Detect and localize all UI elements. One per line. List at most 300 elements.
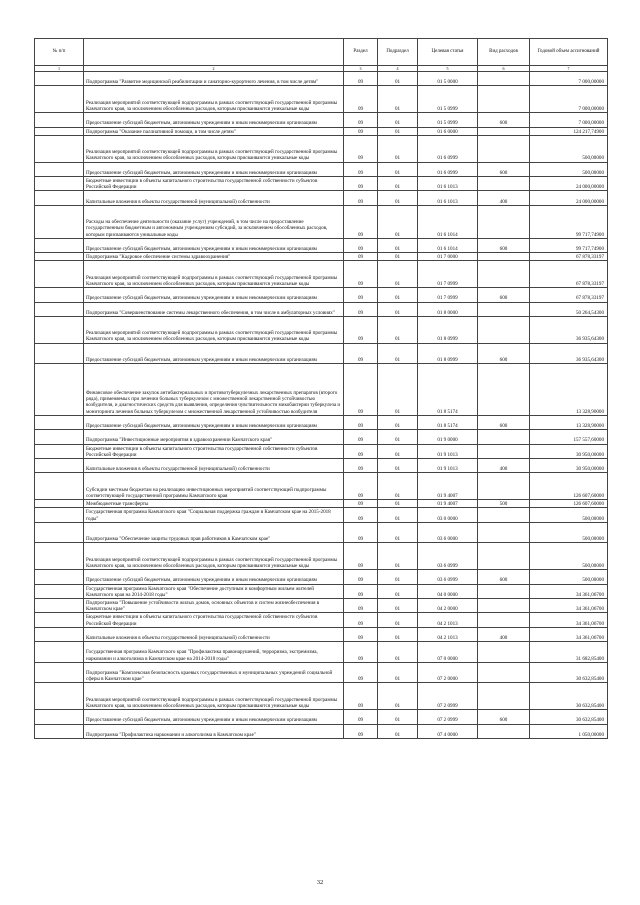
podrazdel-cell: 01 <box>378 724 418 738</box>
expense-type-cell <box>478 86 530 113</box>
description-cell: Межбюджетные трансферты <box>84 500 344 508</box>
budget-table <box>34 38 608 739</box>
expense-type-cell: 600 <box>478 162 530 176</box>
amount-cell: 30 950,00000 <box>530 459 608 473</box>
expense-type-cell <box>478 444 530 458</box>
target-article-cell: 01 6 1013 <box>418 176 478 190</box>
podrazdel-cell: 01 <box>378 683 418 710</box>
razdel-cell: 09 <box>344 253 378 261</box>
header-annual-amount: Годовой объем ассигнований <box>530 39 608 66</box>
index-cell <box>35 627 84 641</box>
target-article-cell: 01 6 1013 <box>418 191 478 205</box>
podrazdel-cell: 01 <box>378 191 418 205</box>
index-cell <box>35 584 84 598</box>
table-row <box>35 176 608 190</box>
amount-cell: 126 607,60000 <box>530 500 608 508</box>
podrazdel-cell: 01 <box>378 459 418 473</box>
target-article-cell: 01 7 0999 <box>418 261 478 288</box>
podrazdel-cell: 01 <box>378 662 418 683</box>
target-article-cell: 01 9 1013 <box>418 444 478 458</box>
razdel-cell: 09 <box>344 86 378 113</box>
header-razdel: Раздел <box>344 39 378 66</box>
amount-cell: 99 717,74900 <box>530 238 608 252</box>
expense-type-cell: 400 <box>478 459 530 473</box>
description-cell: Бюджетные инвестиции в объекты капитального строительства государственной собственности субъектов Российской Федерации <box>84 444 344 458</box>
target-article-cell: 01 8 5174 <box>418 415 478 429</box>
expense-type-cell: 600 <box>478 710 530 724</box>
description-cell: Государственная программа Камчатского края "Профилактика правонарушений, терроризма, экстремизма, наркомании и алкоголизма в Камчатском крае на 2014-2018 годы" <box>84 642 344 663</box>
header-description <box>84 39 344 66</box>
header-row <box>35 39 608 66</box>
description-cell: Реализация мероприятий соответствующей подпрограммы в рамках соответствующей государственной программы Камчатского края, за исключением обособленных расходов, которым присваиваются уникальные коды <box>84 261 344 288</box>
podrazdel-cell: 01 <box>378 430 418 444</box>
index-cell <box>35 302 84 316</box>
index-cell <box>35 444 84 458</box>
amount-cell: 67 878,33197 <box>530 261 608 288</box>
expense-type-cell <box>478 135 530 162</box>
podrazdel-cell: 01 <box>378 522 418 543</box>
expense-type-cell: 400 <box>478 627 530 641</box>
amount-cell: 500,00000 <box>530 522 608 543</box>
description-cell: Капитальные вложения в объекты государственной (муниципальной) собственности <box>84 627 344 641</box>
index-cell <box>35 613 84 627</box>
podrazdel-cell: 01 <box>378 500 418 508</box>
header-index: № п/п <box>35 39 84 66</box>
index-cell <box>35 176 84 190</box>
description-cell: Предоставление субсидий бюджетным, автономным учреждениям и иным некоммерческим организациям <box>84 570 344 584</box>
expense-type-cell <box>478 176 530 190</box>
amount-cell: 36 935,64300 <box>530 343 608 364</box>
amount-cell: 126 607,60000 <box>530 473 608 500</box>
expense-type-cell <box>478 364 530 416</box>
podrazdel-cell: 01 <box>378 508 418 522</box>
podrazdel-cell: 01 <box>378 205 418 238</box>
table-row <box>35 459 608 473</box>
index-cell <box>35 710 84 724</box>
target-article-cell: 01 6 1014 <box>418 205 478 238</box>
razdel-cell: 09 <box>344 584 378 598</box>
table-row <box>35 113 608 127</box>
target-article-cell: 07 2 0999 <box>418 710 478 724</box>
podrazdel-cell: 01 <box>378 343 418 364</box>
index-cell <box>35 135 84 162</box>
razdel-cell: 09 <box>344 500 378 508</box>
podrazdel-cell: 01 <box>378 302 418 316</box>
razdel-cell: 09 <box>344 473 378 500</box>
description-cell: Бюджетные инвестиции в объекты капитального строительства государственной собственности субъектов Российской Федерации <box>84 176 344 190</box>
razdel-cell: 09 <box>344 598 378 612</box>
description-cell: Предоставление субсидий бюджетным, автономным учреждениям и иным некоммерческим организациям <box>84 113 344 127</box>
razdel-cell: 09 <box>344 415 378 429</box>
amount-cell: 34 361,06700 <box>530 627 608 641</box>
index-cell <box>35 598 84 612</box>
expense-type-cell <box>478 662 530 683</box>
target-article-cell: 01 6 0999 <box>418 135 478 162</box>
col-number: 2 <box>84 66 344 72</box>
target-article-cell: 01 8 0999 <box>418 343 478 364</box>
amount-cell: 34 361,06700 <box>530 584 608 598</box>
index-cell <box>35 473 84 500</box>
razdel-cell: 09 <box>344 72 378 86</box>
podrazdel-cell: 01 <box>378 176 418 190</box>
amount-cell: 157 557,60000 <box>530 430 608 444</box>
description-cell: Подпрограмма "Комплексная безопасность краевых государственных и муниципальных учреждений социальной сферы в Камчатском крае" <box>84 662 344 683</box>
table-row <box>35 444 608 458</box>
index-cell <box>35 543 84 570</box>
podrazdel-cell: 01 <box>378 364 418 416</box>
target-article-cell: 01 5 0999 <box>418 86 478 113</box>
table-row <box>35 316 608 343</box>
table-row <box>35 343 608 364</box>
amount-cell: 1 050,00000 <box>530 724 608 738</box>
description-cell: Предоставление субсидий бюджетным, автономным учреждениям и иным некоммерческим организациям <box>84 343 344 364</box>
razdel-cell: 09 <box>344 364 378 416</box>
amount-cell: 36 935,64300 <box>530 316 608 343</box>
description-cell: Субсидии местным бюджетам на реализацию инвестиционных мероприятий соответствующей подпрограммы соответствующей государственной программы Камчатского края <box>84 473 344 500</box>
razdel-cell: 09 <box>344 710 378 724</box>
index-cell <box>35 500 84 508</box>
table-row <box>35 710 608 724</box>
index-cell <box>35 642 84 663</box>
header-podrazdel: Подраздел <box>378 39 418 66</box>
target-article-cell: 04 2 1013 <box>418 627 478 641</box>
podrazdel-cell: 01 <box>378 72 418 86</box>
target-article-cell: 01 6 0000 <box>418 127 478 135</box>
col-number: 4 <box>378 66 418 72</box>
expense-type-cell: 600 <box>478 415 530 429</box>
index-cell <box>35 288 84 302</box>
description-cell: Предоставление субсидий бюджетным, автономным учреждениям и иным некоммерческим организациям <box>84 162 344 176</box>
description-cell: Предоставление субсидий бюджетным, автономным учреждениям и иным некоммерческим организациям <box>84 238 344 252</box>
razdel-cell: 09 <box>344 627 378 641</box>
index-cell <box>35 459 84 473</box>
podrazdel-cell: 01 <box>378 710 418 724</box>
expense-type-cell: 600 <box>478 570 530 584</box>
amount-cell: 500,00000 <box>530 543 608 570</box>
amount-cell: 7 000,00000 <box>530 113 608 127</box>
description-cell: Предоставление субсидий бюджетным, автономным учреждениям и иным некоммерческим организациям <box>84 415 344 429</box>
header-expense-type: Вид расходов <box>478 39 530 66</box>
target-article-cell: 01 6 0999 <box>418 162 478 176</box>
amount-cell: 13 328,90000 <box>530 364 608 416</box>
index-cell <box>35 113 84 127</box>
description-cell: Предоставление субсидий бюджетным, автономным учреждениям и иным некоммерческим организациям <box>84 710 344 724</box>
index-cell <box>35 191 84 205</box>
table-row <box>35 683 608 710</box>
table-row <box>35 473 608 500</box>
target-article-cell: 01 6 1014 <box>418 238 478 252</box>
amount-cell: 34 361,06700 <box>530 598 608 612</box>
razdel-cell: 09 <box>344 642 378 663</box>
target-article-cell: 07 4 0000 <box>418 724 478 738</box>
description-cell: Финансовое обеспечение закупок антибактериальных и противотуберкулезных лекарственных препаратов (второго ряда), применяемых при лечении больных туберкулезом с множественной лекарственной устойчивостью возбудителя, и диагностических средств для выявления, определения чувствительности микобактерии туберкулеза и мониторинга лечения больных туберкулезом с множественной лекарственной устойчивостью возбудителя <box>84 364 344 416</box>
razdel-cell: 09 <box>344 113 378 127</box>
amount-cell: 500,00000 <box>530 135 608 162</box>
target-article-cell: 01 9 4007 <box>418 473 478 500</box>
target-article-cell: 01 8 5174 <box>418 364 478 416</box>
expense-type-cell: 600 <box>478 113 530 127</box>
page-number: 32 <box>316 879 324 886</box>
amount-cell: 67 878,33197 <box>530 288 608 302</box>
description-cell: Капитальные вложения в объекты государственной (муниципальной) собственности <box>84 191 344 205</box>
razdel-cell: 09 <box>344 135 378 162</box>
expense-type-cell: 400 <box>478 191 530 205</box>
expense-type-cell <box>478 72 530 86</box>
index-cell <box>35 508 84 522</box>
table-row <box>35 430 608 444</box>
table-row <box>35 415 608 429</box>
expense-type-cell <box>478 261 530 288</box>
amount-cell: 30 632,85400 <box>530 710 608 724</box>
razdel-cell: 09 <box>344 508 378 522</box>
document-sheet <box>34 38 607 739</box>
description-cell: Подпрограмма "Инвестиционные мероприятия в здравоохранении Камчатского края" <box>84 430 344 444</box>
table-row <box>35 302 608 316</box>
target-article-cell: 04 0 0000 <box>418 584 478 598</box>
target-article-cell: 01 8 0000 <box>418 302 478 316</box>
description-cell: Реализация мероприятий соответствующей подпрограммы в рамках соответствующей государственной программы Камчатского края, за исключением обособленных расходов, которым присваиваются уникальные коды <box>84 316 344 343</box>
target-article-cell: 01 9 0000 <box>418 430 478 444</box>
podrazdel-cell: 01 <box>378 162 418 176</box>
target-article-cell: 04 2 0000 <box>418 598 478 612</box>
expense-type-cell <box>478 683 530 710</box>
amount-cell: 7 000,00000 <box>530 72 608 86</box>
podrazdel-cell: 01 <box>378 642 418 663</box>
table-row <box>35 86 608 113</box>
description-cell: Подпрограмма "Профилактика наркомании и алкоголизма в Камчатском крае" <box>84 724 344 738</box>
expense-type-cell <box>478 613 530 627</box>
index-cell <box>35 205 84 238</box>
table-body <box>35 72 608 739</box>
razdel-cell: 09 <box>344 288 378 302</box>
amount-cell: 24 000,00000 <box>530 191 608 205</box>
table-row <box>35 570 608 584</box>
target-article-cell: 03 0 0000 <box>418 508 478 522</box>
target-article-cell: 01 7 0999 <box>418 288 478 302</box>
podrazdel-cell: 01 <box>378 543 418 570</box>
table-row <box>35 724 608 738</box>
target-article-cell: 03 6 0000 <box>418 522 478 543</box>
table-row <box>35 238 608 252</box>
expense-type-cell <box>478 598 530 612</box>
podrazdel-cell: 01 <box>378 570 418 584</box>
description-cell: Государственная программа Камчатского края "Обеспечение доступным и комфортным жильем жителей Камчатского края на 2014-2018 годы" <box>84 584 344 598</box>
index-cell <box>35 127 84 135</box>
razdel-cell: 09 <box>344 162 378 176</box>
index-cell <box>35 570 84 584</box>
podrazdel-cell: 01 <box>378 238 418 252</box>
razdel-cell: 09 <box>344 683 378 710</box>
expense-type-cell <box>478 205 530 238</box>
expense-type-cell: 600 <box>478 288 530 302</box>
table-row <box>35 191 608 205</box>
table-row <box>35 584 608 598</box>
index-cell <box>35 430 84 444</box>
table-row <box>35 205 608 238</box>
target-article-cell: 01 9 1013 <box>418 459 478 473</box>
table-row <box>35 253 608 261</box>
index-cell <box>35 261 84 288</box>
target-article-cell: 07 0 0000 <box>418 642 478 663</box>
podrazdel-cell: 01 <box>378 135 418 162</box>
col-number: 7 <box>530 66 608 72</box>
header-target-article: Целевая статья <box>418 39 478 66</box>
target-article-cell: 03 6 0999 <box>418 570 478 584</box>
target-article-cell: 07 2 0999 <box>418 683 478 710</box>
table-row <box>35 288 608 302</box>
description-cell: Расходы на обеспечение деятельности (оказание услуг) учреждений, в том числе на предоставление государственным бюджетным и автономным учреждениям субсидий, за исключением обособленных расходов, которым присваиваются уникальные коды <box>84 205 344 238</box>
description-cell: Подпрограмма "Оказание паллиативной помощи, в том числе детям" <box>84 127 344 135</box>
table-row <box>35 627 608 641</box>
description-cell: Реализация мероприятий соответствующей подпрограммы в рамках соответствующей государственной программы Камчатского края, за исключением обособленных расходов, которым присваиваются уникальные коды <box>84 543 344 570</box>
expense-type-cell: 600 <box>478 238 530 252</box>
razdel-cell: 09 <box>344 444 378 458</box>
amount-cell: 30 632,85400 <box>530 683 608 710</box>
target-article-cell: 01 5 0000 <box>418 72 478 86</box>
table-row <box>35 508 608 522</box>
description-cell: Реализация мероприятий соответствующей подпрограммы в рамках соответствующей государственной программы Камчатского края, за исключением обособленных расходов, которым присваиваются уникальные коды <box>84 86 344 113</box>
amount-cell: 31 682,85400 <box>530 642 608 663</box>
amount-cell: 67 878,33197 <box>530 253 608 261</box>
table-row <box>35 162 608 176</box>
index-cell <box>35 343 84 364</box>
razdel-cell: 09 <box>344 238 378 252</box>
index-cell <box>35 662 84 683</box>
table-row <box>35 72 608 86</box>
table-row <box>35 543 608 570</box>
expense-type-cell <box>478 508 530 522</box>
table-row <box>35 522 608 543</box>
expense-type-cell <box>478 127 530 135</box>
col-number: 6 <box>478 66 530 72</box>
podrazdel-cell: 01 <box>378 473 418 500</box>
description-cell: Реализация мероприятий соответствующей подпрограммы в рамках соответствующей государственной программы Камчатского края, за исключением обособленных расходов, которым присваиваются уникальные коды <box>84 135 344 162</box>
razdel-cell: 09 <box>344 522 378 543</box>
index-cell <box>35 683 84 710</box>
podrazdel-cell: 01 <box>378 261 418 288</box>
expense-type-cell <box>478 302 530 316</box>
amount-cell: 124 217,74900 <box>530 127 608 135</box>
index-cell <box>35 162 84 176</box>
podrazdel-cell: 01 <box>378 86 418 113</box>
razdel-cell: 09 <box>344 261 378 288</box>
target-article-cell: 01 8 0999 <box>418 316 478 343</box>
podrazdel-cell: 01 <box>378 316 418 343</box>
razdel-cell: 09 <box>344 127 378 135</box>
amount-cell: 50 264,54300 <box>530 302 608 316</box>
expense-type-cell: 600 <box>478 343 530 364</box>
expense-type-cell <box>478 316 530 343</box>
podrazdel-cell: 01 <box>378 627 418 641</box>
index-cell <box>35 86 84 113</box>
podrazdel-cell: 01 <box>378 127 418 135</box>
table-row <box>35 613 608 627</box>
expense-type-cell <box>478 724 530 738</box>
expense-type-cell <box>478 543 530 570</box>
target-article-cell: 07 2 0000 <box>418 662 478 683</box>
expense-type-cell <box>478 430 530 444</box>
razdel-cell: 09 <box>344 302 378 316</box>
podrazdel-cell: 01 <box>378 613 418 627</box>
amount-cell: 30 632,85400 <box>530 662 608 683</box>
target-article-cell: 03 6 0999 <box>418 543 478 570</box>
index-cell <box>35 253 84 261</box>
razdel-cell: 09 <box>344 613 378 627</box>
description-cell: Капитальные вложения в объекты государственной (муниципальной) собственности <box>84 459 344 473</box>
razdel-cell: 09 <box>344 191 378 205</box>
amount-cell: 500,00000 <box>530 508 608 522</box>
col-number: 1 <box>35 66 84 72</box>
table-row <box>35 662 608 683</box>
col-number: 3 <box>344 66 378 72</box>
expense-type-cell <box>478 584 530 598</box>
podrazdel-cell: 01 <box>378 253 418 261</box>
razdel-cell: 09 <box>344 543 378 570</box>
amount-cell: 7 000,00000 <box>530 86 608 113</box>
index-cell <box>35 238 84 252</box>
table-row <box>35 261 608 288</box>
index-cell <box>35 364 84 416</box>
amount-cell: 500,00000 <box>530 570 608 584</box>
description-cell: Подпрограмма "Повышение устойчивости жилых домов, основных объектов и систем жизнеобеспечения в Камчатском крае" <box>84 598 344 612</box>
table-row <box>35 500 608 508</box>
expense-type-cell <box>478 642 530 663</box>
razdel-cell: 09 <box>344 724 378 738</box>
description-cell: Подпрограмма "Кадровое обеспечение системы здравоохранения" <box>84 253 344 261</box>
table-row <box>35 642 608 663</box>
col-number: 5 <box>418 66 478 72</box>
amount-cell: 30 950,00000 <box>530 444 608 458</box>
podrazdel-cell: 01 <box>378 598 418 612</box>
index-cell <box>35 522 84 543</box>
description-cell: Предоставление субсидий бюджетным, автономным учреждениям и иным некоммерческим организациям <box>84 288 344 302</box>
table-row <box>35 135 608 162</box>
index-cell <box>35 316 84 343</box>
table-row <box>35 598 608 612</box>
expense-type-cell <box>478 522 530 543</box>
index-cell <box>35 415 84 429</box>
podrazdel-cell: 01 <box>378 288 418 302</box>
amount-cell: 13 328,90000 <box>530 415 608 429</box>
podrazdel-cell: 01 <box>378 444 418 458</box>
amount-cell: 500,00000 <box>530 162 608 176</box>
target-article-cell: 04 2 1013 <box>418 613 478 627</box>
target-article-cell: 01 5 0999 <box>418 113 478 127</box>
expense-type-cell <box>478 253 530 261</box>
amount-cell: 34 361,06700 <box>530 613 608 627</box>
table-row <box>35 364 608 416</box>
table-row <box>35 127 608 135</box>
razdel-cell: 09 <box>344 459 378 473</box>
description-cell: Подпрограмма "Развитие медицинской реабилитации и санаторно-курортного лечения, в том числе детям" <box>84 72 344 86</box>
podrazdel-cell: 01 <box>378 584 418 598</box>
expense-type-cell <box>478 473 530 500</box>
razdel-cell: 09 <box>344 662 378 683</box>
description-cell: Государственная программа Камчатского края "Социальная поддержка граждан в Камчатском крае на 2015-2018 годы" <box>84 508 344 522</box>
description-cell: Подпрограмма "Совершенствование системы лекарственного обеспечения, в том числе в амбулаторных условиях" <box>84 302 344 316</box>
podrazdel-cell: 01 <box>378 415 418 429</box>
description-cell: Реализация мероприятий соответствующей подпрограммы в рамках соответствующей государственной программы Камчатского края, за исключением обособленных расходов, которым присваиваются уникальные коды <box>84 683 344 710</box>
amount-cell: 24 000,00000 <box>530 176 608 190</box>
razdel-cell: 09 <box>344 430 378 444</box>
podrazdel-cell: 01 <box>378 113 418 127</box>
razdel-cell: 09 <box>344 343 378 364</box>
index-cell <box>35 72 84 86</box>
expense-type-cell: 500 <box>478 500 530 508</box>
index-cell <box>35 724 84 738</box>
description-cell: Бюджетные инвестиции в объекты капитального строительства государственной собственности субъектов Российской Федерации <box>84 613 344 627</box>
description-cell: Подпрограмма "Обеспечение защиты трудовых прав работников в Камчатском крае" <box>84 522 344 543</box>
